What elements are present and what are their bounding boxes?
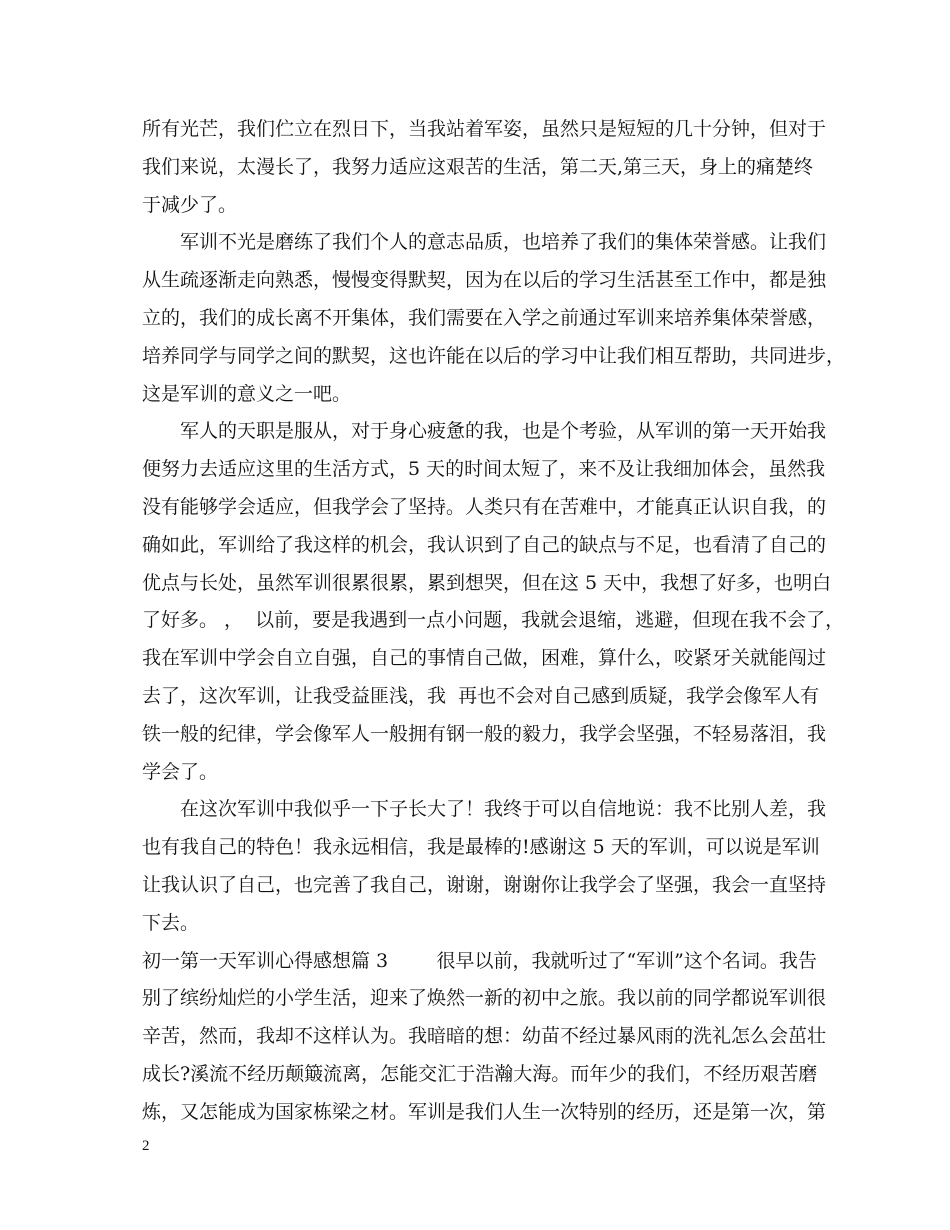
text-line: 于减少了。 xyxy=(142,194,238,216)
text-line: 成长?溪流不经历颠簸流离，怎能交汇于浩瀚大海。而年少的我们，不经历艰苦磨 xyxy=(142,1063,818,1085)
text-line: 也有我自己的特色！我永远相信，我是最棒的!感谢这 5 天的军训，可以说是军训 xyxy=(142,836,820,858)
text-line: 军人的天职是服从，对于身心疲惫的我，也是个考验，从军训的第一天开始我 xyxy=(180,420,827,442)
text-line: 立的，我们的成长离不开集体，我们需要在入学之前通过军训来培养集体荣誉感， xyxy=(142,307,827,329)
text-line: 下去。 xyxy=(142,912,200,934)
text-line: 我在军训中学会自立自强，自己的事情自己做，困难，算什么，咬紧牙关就能闯过 xyxy=(142,647,827,669)
text-line: 从生疏逐渐走向熟悉，慢慢变得默契，因为在以后的学习生活甚至工作中，都是独 xyxy=(142,269,827,291)
text-line: 优点与长处，虽然军训很累很累，累到想哭，但在这 5 天中，我想了好多，也明白 xyxy=(142,572,832,594)
text-line: 我们来说，太漫长了，我努力适应这艰苦的生活，第二天,第三天，身上的痛楚终 xyxy=(142,156,814,178)
text-line: 炼，又怎能成为国家栋梁之材。军训是我们人生一次特别的经历，还是第一次，第 xyxy=(142,1101,827,1123)
text-line: 辛苦，然而，我却不这样认为。我暗暗的想：幼苗不经过暴风雨的洗礼怎么会茁壮 xyxy=(142,1025,827,1047)
text-line: 去了，这次军训，让我受益匪浅，我 再也不会对自己感到质疑，我学会像军人有 xyxy=(142,685,820,707)
text-line: 学会了。 xyxy=(142,761,219,783)
page-number: 2 xyxy=(142,1138,150,1154)
text-line: 在这次军训中我似乎一下子长大了！我终于可以自信地说：我不比别人差，我 xyxy=(180,798,827,820)
text-line: 军训不光是磨练了我们个人的意志品质，也培养了我们的集体荣誉感。让我们 xyxy=(180,231,827,253)
text-line: 没有能够学会适应，但我学会了坚持。人类只有在苦难中，才能真正认识自我，的 xyxy=(142,496,827,518)
text-line: 便努力去适应这里的生活方式，5 天的时间太短了，来不及让我细加体会，虽然我 xyxy=(142,458,826,480)
text-line: 确如此，军训给了我这样的机会，我认识到了自己的缺点与不足，也看清了自己的 xyxy=(142,534,827,556)
heading-line: 初一第一天军训心得感想篇 3 很早以前，我就听过了“军训”这个名词。我告 xyxy=(142,950,817,972)
text-line: 培养同学与同学之间的默契，这也许能在以后的学习中让我们相互帮助，共同进步， xyxy=(142,345,846,367)
text-line: 这是军训的意义之一吧。 xyxy=(142,383,352,405)
text-line: 让我认识了自己，也完善了我自己，谢谢，谢谢你让我学会了坚强，我会一直坚持 xyxy=(142,874,827,896)
text-line: 所有光芒，我们伫立在烈日下，当我站着军姿，虽然只是短短的几十分钟，但对于 xyxy=(142,118,827,140)
text-line: 铁一般的纪律，学会像军人一般拥有钢一般的毅力，我学会坚强，不轻易落泪，我 xyxy=(142,723,827,745)
text-line: 了好多。 ， 以前，要是我遇到一点小问题，我就会退缩，逃避，但现在我不会了， xyxy=(142,609,845,631)
text-line: 别了缤纷灿烂的小学生活，迎来了焕然一新的初中之旅。我以前的同学都说军训很 xyxy=(142,987,827,1009)
